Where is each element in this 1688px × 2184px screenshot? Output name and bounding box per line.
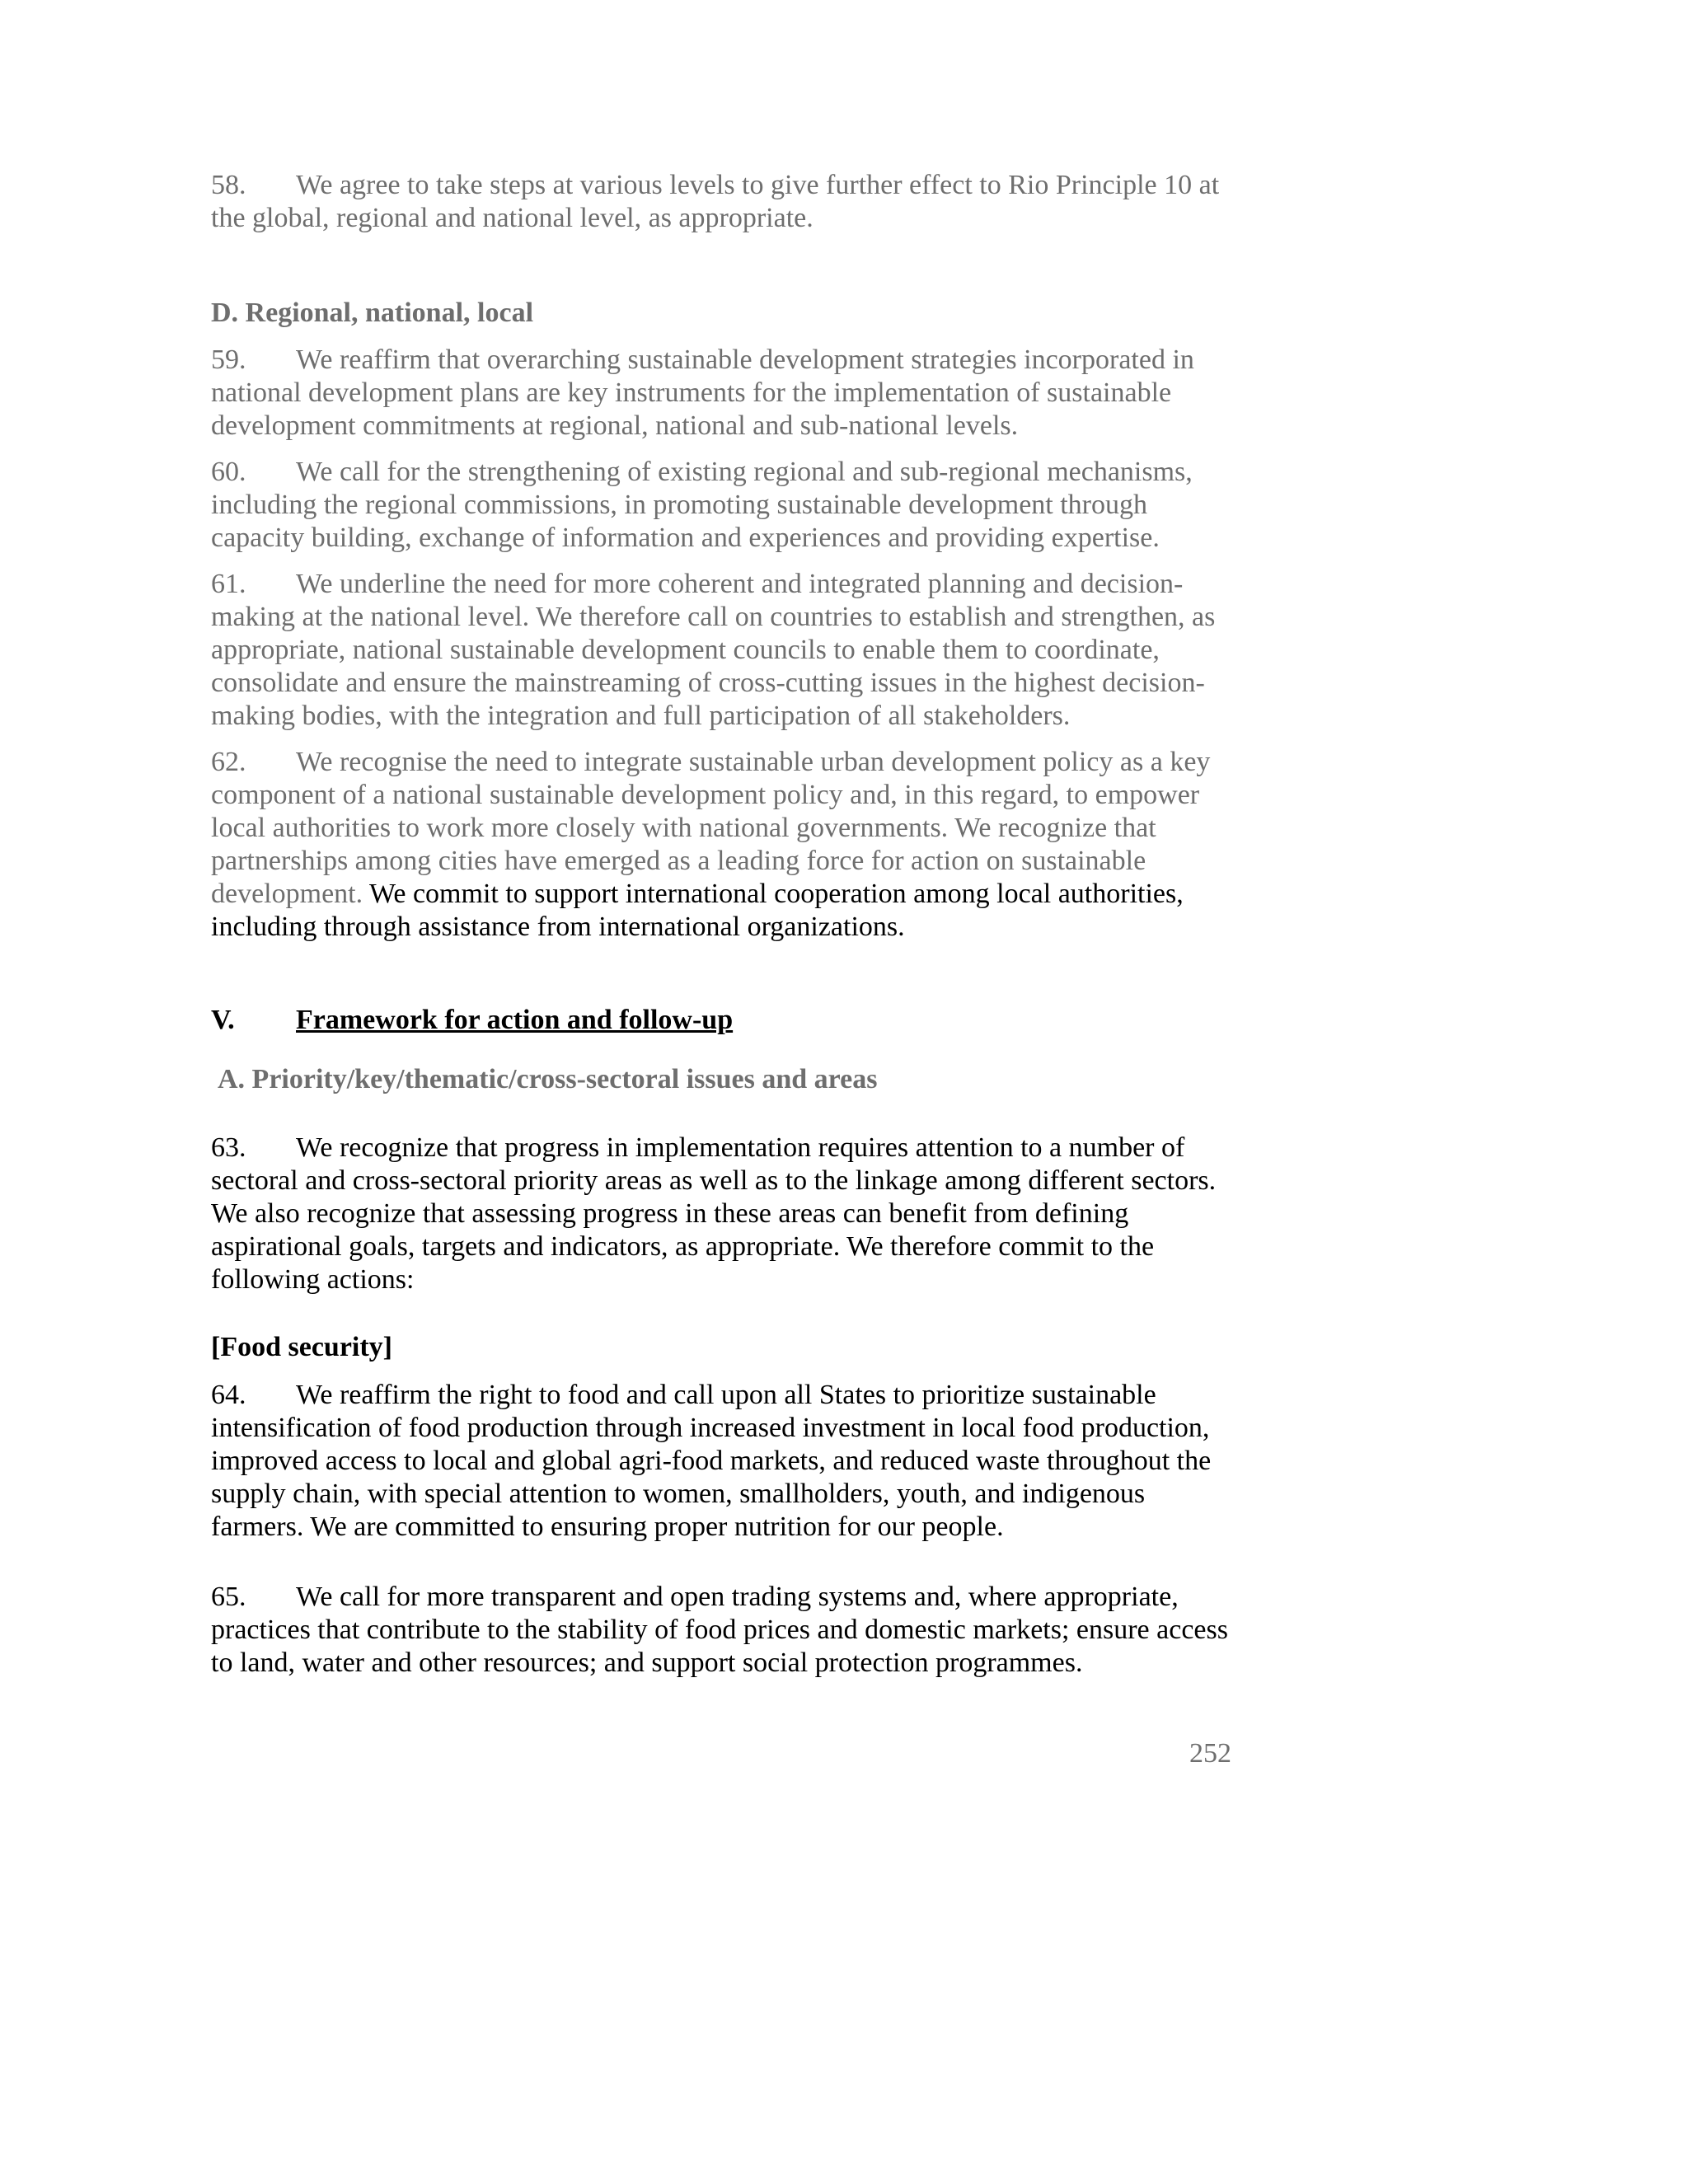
paragraph-number: 59. bbox=[211, 344, 246, 375]
section-v-roman: V. bbox=[211, 1005, 235, 1035]
food-security-heading: [Food security] bbox=[211, 1332, 393, 1362]
paragraph-text: We recognize that progress in implementation requires attention to a number of sectoral and cross-sectoral priority areas as well as to the linkage among different sectors. We also recognize that assessing progress in these areas can benefit from defining aspirational goals, targets and indicators, as appropriate. We therefore commit to the following actions: bbox=[211, 1132, 1217, 1295]
paragraph-65 bbox=[211, 1581, 1233, 1680]
paragraph-number: 65. bbox=[211, 1582, 246, 1612]
paragraph-text-gray: We recognise the need to integrate sustainable urban development policy as a key component of a national sustainable development policy and, in this regard, to empower local authorities to work more closely with national governments. We recognize that partnerships among cities have emerged as a leading force for action on sustainable development. bbox=[211, 747, 1211, 909]
paragraph-59 bbox=[211, 344, 1233, 443]
paragraph-number: 63. bbox=[211, 1132, 246, 1163]
section-v-heading bbox=[211, 1004, 1233, 1037]
paragraph-text-black: We commit to support international cooperation among local authorities, including through assistance from international organizations. bbox=[211, 879, 1184, 942]
section-a-heading: A. Priority/key/thematic/cross-sectoral issues and areas bbox=[218, 1064, 878, 1094]
section-d-heading: D. Regional, national, local bbox=[211, 298, 534, 328]
paragraph-number: 58. bbox=[211, 170, 246, 200]
paragraph-text: We call for the strengthening of existing regional and sub-regional mechanisms, including the regional commissions, in promoting sustainable development through capacity building, exchange of information and experiences and providing expertise. bbox=[211, 457, 1193, 553]
paragraph-text: We reaffirm the right to food and call upon all States to prioritize sustainable intensification of food production through increased investment in local food production, improved access to local and global agri-food markets, and reduced waste throughout the supply chain, with special attention to women, smallholders, youth, and indigenous farmers. We are committed to ensuring proper nutrition for our people. bbox=[211, 1380, 1212, 1542]
paragraph-60 bbox=[211, 456, 1233, 555]
paragraph-number: 62. bbox=[211, 747, 246, 777]
section-v-title: Framework for action and follow-up bbox=[296, 1005, 734, 1035]
paragraph-58 bbox=[211, 169, 1233, 235]
paragraph-text: We agree to take steps at various levels to give further effect to Rio Principle 10 at the global, regional and national level, as appropriate. bbox=[211, 170, 1220, 233]
paragraph-text: We underline the need for more coherent and integrated planning and decision-making at the national level. We therefore call on countries to establish and strengthen, as appropriate, national sustainable development councils to enable them to coordinate, consolidate and ensure the mainstreaming of cross-cutting issues in the highest decision-making bodies, with the integration and full participation of all stakeholders. bbox=[211, 569, 1216, 731]
page-number: 252 bbox=[1189, 1738, 1231, 1769]
document-page bbox=[211, 169, 1233, 1680]
paragraph-64 bbox=[211, 1379, 1233, 1544]
paragraph-number: 64. bbox=[211, 1380, 246, 1410]
paragraph-62 bbox=[211, 746, 1233, 944]
paragraph-text: We reaffirm that overarching sustainable development strategies incorporated in national development plans are key instruments for the implementation of sustainable development commitments at regional, national and sub-national levels. bbox=[211, 344, 1194, 441]
paragraph-text: We call for more transparent and open trading systems and, where appropriate, practices that contribute to the stability of food prices and domestic markets; ensure access to land, water and other resources; and support social protection programmes. bbox=[211, 1582, 1228, 1678]
paragraph-number: 61. bbox=[211, 569, 246, 599]
paragraph-63 bbox=[211, 1132, 1233, 1296]
paragraph-number: 60. bbox=[211, 457, 246, 487]
paragraph-61 bbox=[211, 568, 1233, 733]
